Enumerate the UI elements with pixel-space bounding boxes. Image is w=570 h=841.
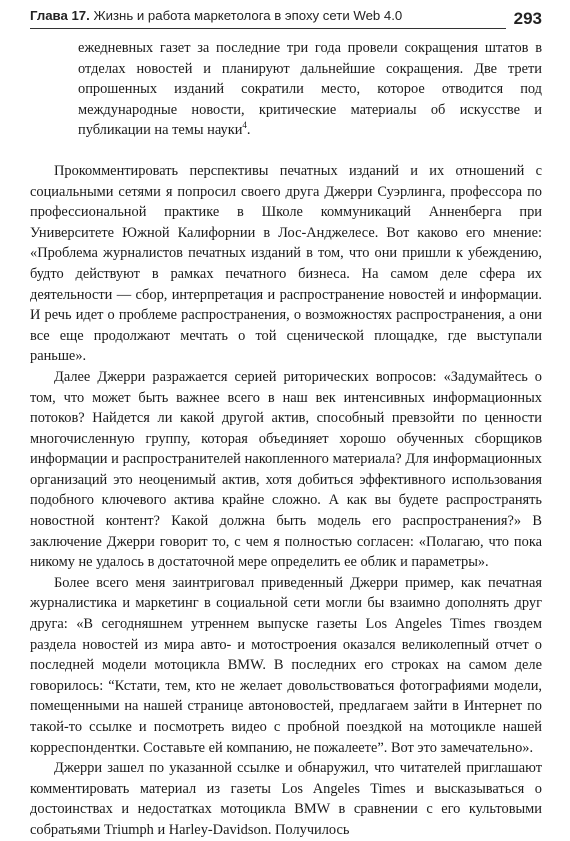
- chapter-title: Жизнь и работа маркетолога в эпоху сети Web 4.0: [89, 8, 403, 23]
- running-head: [30, 6, 542, 29]
- footnote-ref: 4: [242, 120, 247, 131]
- quote-end: .: [246, 122, 251, 139]
- chapter-heading: [30, 8, 402, 23]
- text-block: [30, 38, 542, 841]
- paragraph: Джерри зашел по указанной ссылке и обнаружил, что читателей приглашают комментировать материал из газеты Los Angeles Times и высказываться о достоинствах и недостатках мотоцикла BMW в сравнении с его культовыми собратьями Triumph и Harley-Davidson. Получилось: [30, 760, 542, 838]
- chapter-label: Глава 17.: [30, 8, 90, 23]
- quote-paragraph: [78, 38, 542, 141]
- quote-text: ежедневных газет за последние три года провели сокращения штатов в отделах новостей и планируют дальнейшие сокращения. Две трети опрошенных изданий сократили место, которое отводится под международные новости, критические материалы об искусстве и публикации на темы науки: [78, 40, 542, 139]
- paragraph: Далее Джерри разражается серией риторических вопросов: «Задумайтесь о том, что может быть важнее всего в наш век интенсивных информационных потоков? Найдется ли какой другой актив, способный превзойти по ценности многочисленную группу, которая объединяет хорошо обученных сборщиков информации и распространителей накопленного материала? Для информационных организаций это неоценимый актив, хотя добиться эффективного использования подобного ключевого актива крайне сложно. А как вы будете распространять новостной контент? Какой должна быть модель его распространения?» В заключение Джерри говорит то, с чем я полностью согласен: «Полагаю, что пока никому не удалось в достаточной мере определить ее облик и параметры».: [30, 368, 542, 571]
- block-quote: [78, 38, 542, 141]
- body-text: [30, 161, 542, 841]
- page-number: 293: [506, 8, 542, 30]
- paragraph: Прокомментировать перспективы печатных изданий и их отношений с социальными сетями я попросил своего друга Джерри Суэрлинга, профессора по профессиональной практике в Школе коммуникаций Анненберга при Университете Южной Калифорнии в Лос-Анджелесе. Вот каково его мнение: «Проблема журналистов печатных изданий в том, что они пришли к убеждению, будто действуют в рамках печатного бизнеса. На самом деле сфера их деятельности — сбор, интерпретация и распространение новостей и информации. И речь идет о проблеме распространения, о возможностях распространения, а они все еще продолжают мечтать о той сценической площадке, где выступали раньше».: [30, 162, 542, 365]
- paragraph: Более всего меня заинтриговал приведенный Джерри пример, как печатная журналистика и маркетинг в социальной сети могли бы взаимно дополнять друг друга: «В сегодняшнем утреннем выпуске газеты Los Angeles Times гвоздем раздела новостей из мира авто- и мотостроения оказался великолепный отчет о последней модели мотоцикла BMW. В последних его строках на самом деле говорилось: “Кстати, тем, кто не желает довольствоваться фотографиями модели, помещенными на нашей странице автоновостей, предлагаем зайти в Интернет по такой-то ссылке и посмотреть видео с пробной поездкой на мотоцикле нашей корреспондентки. Составьте ей компанию, не пожалеете”. Вот это замечательно».: [30, 574, 542, 756]
- section-gap: [30, 141, 542, 161]
